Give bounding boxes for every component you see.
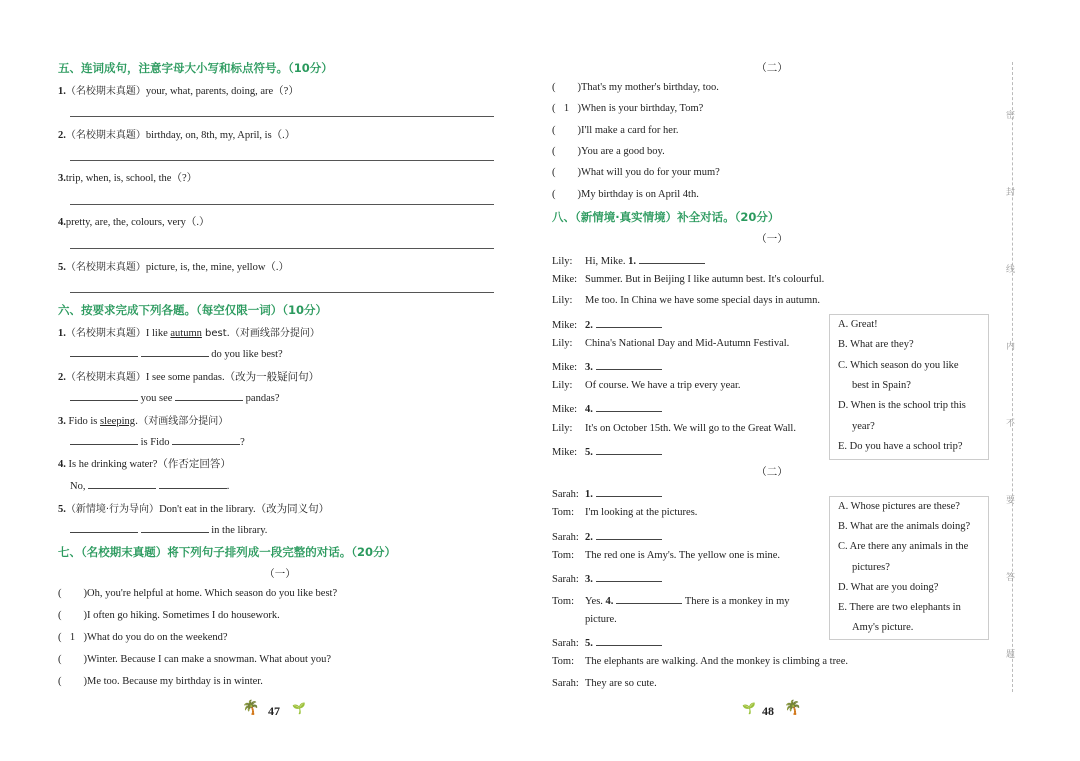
s6-q3 (58, 412, 228, 427)
s6-q5-tag: （新情境·行为导向） (65, 504, 160, 515)
binding-char: 答 (1006, 573, 1016, 583)
order-paren-open: ( (552, 82, 556, 93)
binding-char: 封 (1006, 188, 1016, 198)
order-paren-open: ( (552, 103, 556, 115)
dialog-line (552, 507, 697, 518)
dialog-line (552, 614, 617, 625)
page-number-right: 48 (762, 704, 774, 718)
s6-q3-answer[interactable] (70, 434, 245, 448)
option-line: B. What are the animals doing? (838, 521, 971, 533)
dialog-answer-blank[interactable] (596, 571, 662, 582)
order-item (552, 189, 699, 200)
s5-item (58, 82, 299, 98)
dialog-line (552, 274, 824, 285)
option-line: E. Do you have a school trip? (838, 440, 963, 452)
s6-q5-answer[interactable] (70, 522, 267, 536)
order-item-text: )Me too. Because my birthday is in winter. (83, 676, 263, 687)
s5-answer-line[interactable] (70, 248, 494, 249)
dialog-speaker: Lily: (552, 337, 573, 349)
dialog-blank-num: 4. (605, 595, 614, 607)
dialog-blank-num: 1. (585, 489, 593, 500)
dialog-text: picture. (585, 613, 617, 625)
dialog-text: They are so cute. (585, 677, 657, 689)
binding-char: 内 (1006, 342, 1016, 352)
s5-item-num: 1. (58, 86, 66, 97)
dialog-answer-blank[interactable] (639, 253, 705, 264)
s6-q3-end: ? (240, 437, 245, 448)
dialog-speaker: Mike: (552, 319, 578, 331)
dialog-speaker: Sarah: (552, 638, 579, 650)
page-number-left: 47 (268, 704, 280, 718)
dialog-speaker: Tom: (552, 595, 575, 607)
dialog-line (552, 401, 662, 415)
s6-q4-num: 4. (58, 459, 66, 470)
s5-item (58, 214, 210, 229)
order-item (58, 632, 228, 643)
order-answer-slot[interactable]: 1 (69, 632, 76, 643)
section-5-title: 五、连词成句，注意字母大小写和标点符号。（10分） (58, 61, 333, 75)
dialog-line (552, 571, 662, 585)
s6-q2-text: I see some pandas.（改为一般疑问句） (145, 372, 320, 383)
option-line: B. What are they? (838, 339, 914, 351)
dialog-speaker: Lily: (552, 380, 573, 392)
dialog-text: Me too. In China we have some special days in autumn. (585, 295, 821, 307)
order-paren-open: ( (552, 167, 556, 179)
dialog-text: The elephants are walking. And the monkey is climbing a tree. (585, 656, 849, 668)
s6-q3-underlined: sleeping (100, 416, 136, 427)
s5-item-tag: （名校期末真题） (65, 262, 146, 273)
dialog-text: China's National Day and Mid-Autumn Festival. (585, 337, 790, 349)
s5-item-num: 3. (58, 173, 66, 184)
option-line: D. What are you doing? (838, 581, 939, 593)
dialog-text: It's on October 15th. We will go to the Great Wall. (585, 422, 796, 434)
order-paren-open: ( (58, 632, 62, 643)
dialog-text: The red one is Amy's. The yellow one is mine. (585, 549, 781, 561)
palm-icon-left: 🌴 (242, 701, 260, 716)
dialog-line (552, 635, 662, 649)
s6-q1 (58, 324, 320, 339)
order-item (58, 610, 280, 621)
dialog-speaker: Sarah: (552, 489, 579, 500)
order-item-text: )Oh, you're helpful at home. Which season do you like best? (83, 588, 338, 599)
palm-icon-right-small: 🌱 (742, 703, 756, 715)
dialog-speaker: Mike: (552, 446, 578, 458)
s7-part2-label: （二） (756, 63, 788, 74)
order-item (552, 167, 720, 178)
dialog-text: Hi, Mike. (585, 256, 629, 267)
section-7-title: 七、（名校期末真题）将下列句子排列成一段完整的对话。（20分） (58, 545, 396, 559)
dialog-blank-num: 1. (628, 256, 637, 267)
s5-item-text: trip, when, is, school, the（?） (65, 173, 198, 184)
order-paren-open: ( (58, 654, 62, 665)
section-6-title: 六、按要求完成下列各题。（每空仅限一词）（10分） (58, 303, 328, 317)
dialog-speaker: Lily: (552, 295, 573, 307)
order-item-text: )Winter. Because I can make a snowman. What about you? (83, 654, 332, 665)
dialog-speaker: Tom: (552, 656, 575, 668)
s5-item-text: birthday, on, 8th, my, April, is（.） (145, 130, 296, 141)
s5-item (58, 170, 197, 185)
order-paren-open: ( (552, 145, 556, 157)
order-item-text: )I'll make a card for her. (577, 124, 679, 136)
dialog-line (552, 444, 662, 458)
order-item-text: )My birthday is on April 4th. (577, 188, 699, 200)
s8-part2-label: （二） (756, 467, 788, 478)
dialog-line (552, 529, 662, 543)
dialog-answer-blank[interactable] (596, 401, 662, 412)
dialog-answer-blank[interactable] (596, 486, 662, 497)
s5-answer-line[interactable] (70, 160, 494, 161)
dialog-speaker: Mike: (552, 274, 578, 286)
order-answer-slot[interactable]: 1 (563, 103, 570, 115)
dialog-answer-blank[interactable] (596, 317, 662, 328)
binding-line (1012, 62, 1013, 692)
dialog-line (552, 678, 657, 689)
s6-q2-tag: （名校期末真题） (65, 372, 146, 383)
s5-item-text: picture, is, the, mine, yellow（.） (145, 262, 290, 273)
s6-q5 (58, 500, 329, 516)
dialog-blank-num: 4. (585, 404, 593, 416)
s6-q4-answer[interactable] (70, 478, 229, 492)
s6-q1-tag: （名校期末真题） (65, 328, 146, 339)
dialog-text: Yes. (585, 595, 606, 607)
s7-part1-label: （一） (264, 569, 296, 580)
dialog-answer-blank[interactable] (596, 529, 662, 540)
s6-q2-num: 2. (58, 372, 66, 383)
dialog-speaker: Sarah: (552, 677, 579, 689)
order-item-text: )I often go hiking. Sometimes I do housework. (83, 610, 280, 621)
s6-q2-answer[interactable] (70, 390, 280, 404)
dialog-speaker: Tom: (552, 507, 575, 519)
order-paren-open: ( (552, 188, 556, 200)
order-item (552, 103, 703, 114)
s6-q3-post: .（对画线部分提问） (135, 416, 229, 427)
dialog-speaker: Mike: (552, 404, 578, 416)
s6-q5-end: in the library. (211, 525, 268, 536)
s5-item-tag: （名校期末真题） (65, 130, 146, 141)
dialog-line (552, 338, 789, 349)
dialog-blank-num: 2. (585, 319, 593, 331)
dialog-blank-num: 2. (585, 531, 593, 543)
dialog-answer-blank[interactable] (616, 593, 682, 604)
order-item (552, 125, 679, 136)
dialog-speaker: Tom: (552, 549, 575, 561)
option-line: Amy's picture. (852, 622, 914, 634)
s6-q2 (58, 368, 319, 384)
s6-q2-end: pandas? (245, 393, 280, 404)
dialog-text: Summer. But in Beijing I like autumn best. It's colourful. (585, 274, 825, 286)
s5-item-text: pretty, are, the, colours, very（.） (65, 217, 210, 228)
dialog-speaker: Lily: (552, 256, 573, 267)
option-line: A. Great! (838, 319, 878, 330)
s6-q1-ans: do you like best? (211, 349, 283, 360)
order-paren-open: ( (58, 610, 62, 621)
dialog-speaker: Sarah: (552, 574, 579, 586)
s5-item-num: 4. (58, 217, 66, 228)
option-line: C. Are there any animals in the (838, 541, 969, 553)
s5-item-num: 2. (58, 130, 66, 141)
dialog-blank-num: 3. (585, 362, 593, 373)
s6-q2-mid: you see (140, 393, 173, 404)
s5-item-num: 5. (58, 262, 66, 273)
s6-q1-num: 1. (58, 328, 66, 339)
dialog-after-text: There is a monkey in my (682, 595, 790, 607)
order-item (58, 676, 263, 687)
dialog-line (552, 295, 820, 306)
s6-q1-underlined: autumn (170, 328, 202, 339)
dialog-line (552, 656, 848, 667)
binding-char: 密 (1006, 111, 1016, 121)
s5-answer-line[interactable] (70, 292, 494, 293)
binding-char: 题 (1006, 650, 1016, 660)
dialog-blank-num: 5. (585, 638, 593, 650)
s6-q3-mid: is Fido (140, 437, 170, 448)
dialog-answer-blank[interactable] (596, 635, 662, 646)
s6-q3-pre: Fido is (68, 416, 101, 427)
order-item-text: )What will you do for your mum? (577, 167, 720, 179)
option-line: A. Whose pictures are these? (838, 501, 960, 512)
s6-q4-text: Is he drinking water?（作否定回答） (68, 459, 231, 470)
dialog-speaker: Sarah: (552, 531, 579, 543)
s6-q4-end: . (226, 481, 230, 492)
dialog-line (552, 359, 662, 373)
dialog-speaker: Mike: (552, 362, 578, 373)
order-item (552, 146, 665, 157)
order-paren-open: ( (58, 676, 62, 687)
order-item (552, 82, 719, 93)
s6-q5-num: 5. (58, 504, 66, 515)
s6-q1-post: best.（对画线部分提问） (201, 328, 320, 339)
dialog-text: I'm looking at the pictures. (585, 507, 698, 519)
s8-part1-label: （一） (756, 234, 788, 245)
dialog-text: Of course. We have a trip every year. (585, 380, 741, 392)
dialog-line (552, 253, 705, 267)
option-line: pictures? (852, 561, 890, 573)
dialog-line (552, 423, 796, 434)
order-item (58, 654, 331, 665)
s5-item (58, 258, 289, 274)
option-line: best in Spain? (852, 379, 911, 391)
s5-answer-line[interactable] (70, 116, 494, 117)
dialog-answer-blank[interactable] (596, 359, 662, 370)
dialog-line (552, 317, 662, 331)
dialog-blank-num: 5. (585, 446, 593, 458)
s5-item (58, 126, 295, 142)
option-line: D. When is the school trip this (838, 400, 966, 412)
s6-q1-answer[interactable] (70, 346, 283, 360)
option-line: C. Which season do you like (838, 359, 959, 371)
order-paren-open: ( (58, 588, 62, 599)
palm-icon-left-small: 🌱 (292, 703, 306, 715)
dialog-line (552, 486, 662, 500)
s6-q5-text: Don't eat in the library.（改为同义句） (159, 504, 330, 515)
dialog-blank-num: 3. (585, 574, 593, 586)
option-line: E. There are two elephants in (838, 602, 961, 613)
section-8-title: 八、（新情境·真实情境）补全对话。（20分） (552, 210, 780, 224)
binding-char: 要 (1006, 496, 1016, 506)
order-item-text: )You are a good boy. (577, 145, 665, 157)
dialog-line (552, 380, 741, 391)
dialog-line (552, 593, 790, 607)
order-item-text: )What do you do on the weekend? (83, 632, 228, 643)
s5-item-text: your, what, parents, doing, are（?） (145, 86, 299, 97)
binding-char: 不 (1006, 419, 1016, 429)
s5-item-tag: （名校期末真题） (65, 86, 146, 97)
s5-answer-line[interactable] (70, 204, 494, 205)
dialog-line (552, 550, 780, 561)
order-item-text: )That's my mother's birthday, too. (577, 82, 719, 93)
option-line: year? (852, 420, 875, 432)
dialog-speaker: Lily: (552, 422, 573, 434)
s6-q1-pre: I like (145, 328, 171, 339)
order-item-text: )When is your birthday, Tom? (577, 103, 704, 115)
s6-q3-num: 3. (58, 416, 66, 427)
s6-q4-start: No, (70, 481, 86, 492)
order-item (58, 588, 337, 599)
s6-q4 (58, 456, 231, 471)
binding-char: 线 (1006, 265, 1016, 275)
palm-icon-right: 🌴 (784, 701, 802, 716)
dialog-answer-blank[interactable] (596, 444, 662, 455)
order-paren-open: ( (552, 124, 556, 136)
